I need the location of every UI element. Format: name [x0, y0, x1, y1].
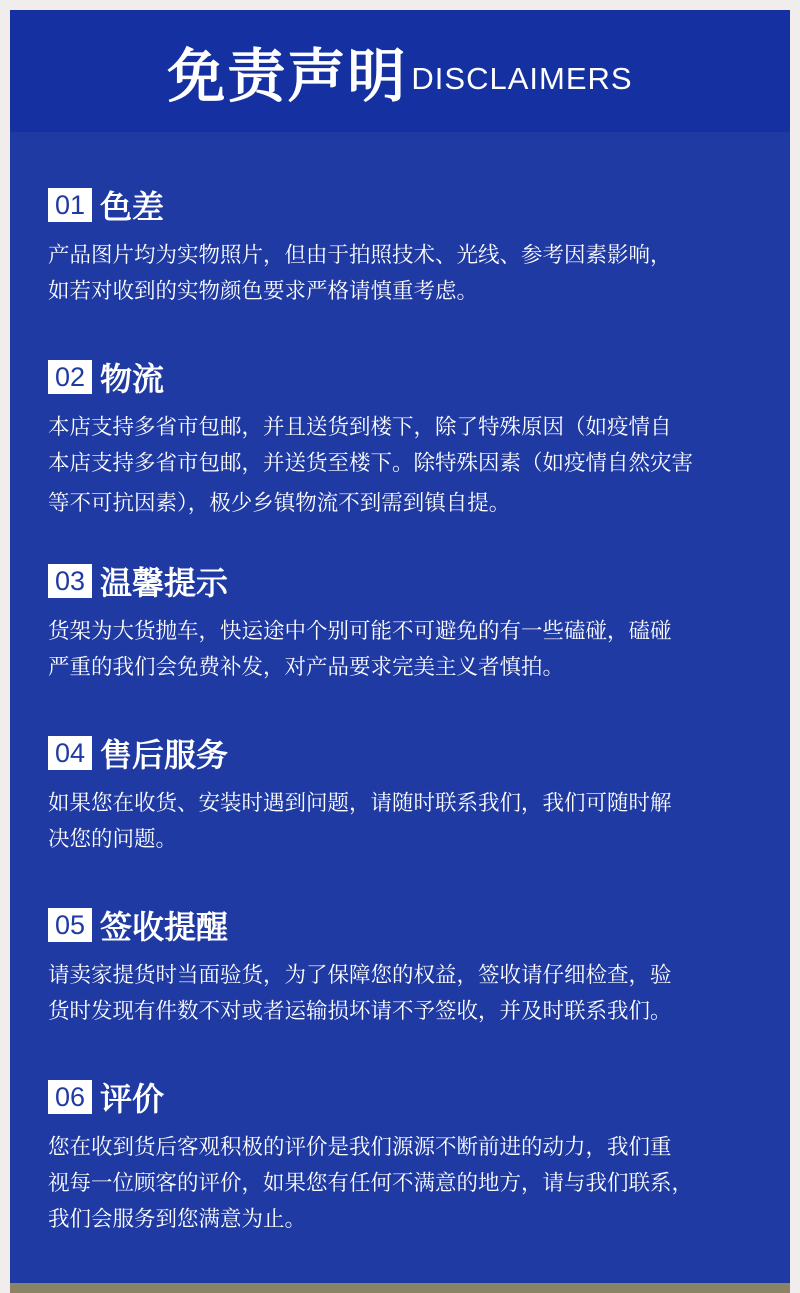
section-body: [48, 1130, 768, 1238]
section-title: 评价: [100, 1080, 165, 1118]
section-after-sales: [48, 734, 768, 858]
bottom-divider: [10, 1283, 790, 1293]
section-line: 本店支持多省市包邮，并送货至楼下。除特殊因素（如疫情自然灾害: [48, 451, 694, 476]
section-review: [48, 1078, 768, 1238]
section-title: 售后服务: [100, 736, 229, 774]
section-body: [48, 958, 768, 1030]
section-title: 签收提醒: [100, 908, 229, 946]
disclaimer-panel: [10, 10, 790, 1283]
section-line: 严重的我们会免费补发，对产品要求完美主义者慎拍。: [48, 655, 565, 680]
section-logistics: [48, 358, 768, 526]
section-number-badge: 02: [48, 360, 92, 394]
section-body: [48, 786, 768, 858]
section-header: [48, 734, 768, 772]
section-line: 如若对收到的实物颜色要求严格请慎重考虑。: [48, 279, 479, 304]
section-line: 我们会服务到您满意为止。: [48, 1207, 307, 1232]
section-number-badge: 04: [48, 736, 92, 770]
section-line: 产品图片均为实物照片，但由于拍照技术、光线、参考因素影响，: [48, 243, 672, 268]
section-number-badge: 06: [48, 1080, 92, 1114]
section-body: [48, 238, 768, 310]
section-line: 您在收到货后客观积极的评价是我们源源不断前进的动力，我们重: [48, 1135, 672, 1160]
section-header: [48, 1078, 768, 1116]
section-line: 本店支持多省市包邮，并且送货到楼下，除了特殊原因（如疫情自: [48, 415, 672, 440]
section-signing-reminder: [48, 906, 768, 1030]
section-header: [48, 186, 768, 224]
section-body: [48, 410, 768, 526]
section-line: 如果您在收货、安装时遇到问题，请随时联系我们，我们可随时解: [48, 791, 672, 816]
section-line: 货时发现有件数不对或者运输损坏请不予签收，并及时联系我们。: [48, 999, 672, 1024]
section-header: [48, 562, 768, 600]
header-band: [10, 10, 790, 132]
section-line: 视每一位顾客的评价，如果您有任何不满意的地方，请与我们联系，: [48, 1171, 694, 1196]
page-subtitle-en: DISCLAIMERS: [411, 61, 633, 96]
section-line: 决您的问题。: [48, 827, 178, 852]
section-header: [48, 906, 768, 944]
section-title: 色差: [100, 188, 165, 226]
section-number-badge: 01: [48, 188, 92, 222]
section-line: 货架为大货抛车，快运途中个别可能不可避免的有一些磕碰，磕碰: [48, 619, 672, 644]
section-color-difference: [48, 186, 768, 310]
section-line: 请卖家提货时当面验货，为了保障您的权益，签收请仔细检查，验: [48, 963, 672, 988]
section-number-badge: 03: [48, 564, 92, 598]
section-body: [48, 614, 768, 686]
section-header: [48, 358, 768, 396]
sections-list: [48, 186, 768, 1283]
section-friendly-reminder: [48, 562, 768, 686]
section-number-badge: 05: [48, 908, 92, 942]
section-title: 物流: [100, 360, 165, 398]
section-title: 温馨提示: [100, 564, 229, 602]
page-title: 免责声明: [167, 42, 408, 110]
section-line: 等不可抗因素），极少乡镇物流不到需到镇自提。: [48, 491, 511, 516]
